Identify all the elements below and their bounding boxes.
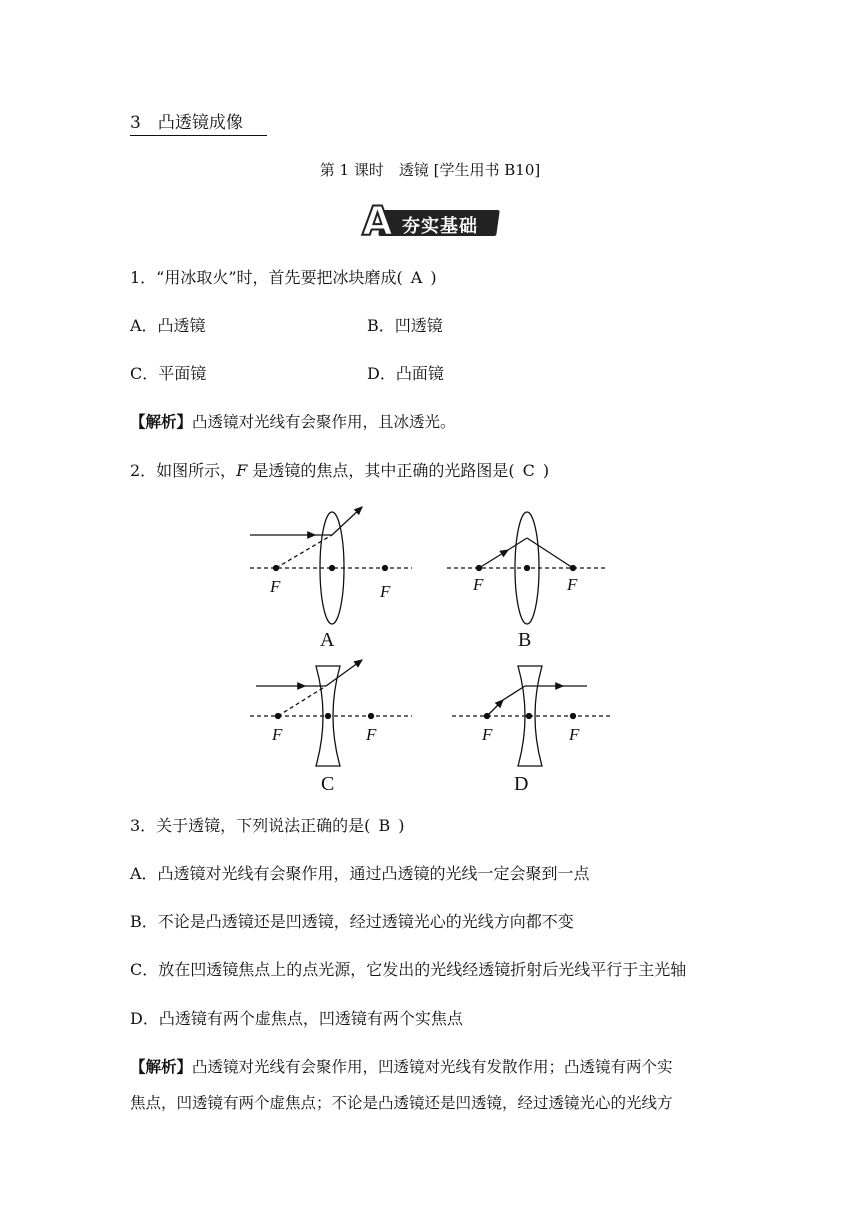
- question-1-option-c: C．平面镜: [130, 364, 207, 383]
- question-1-option-a: A．凸透镜: [130, 316, 206, 335]
- question-1-option-b: B．凹透镜: [367, 316, 443, 335]
- analysis-tag: 【解析】: [130, 412, 193, 431]
- panel-a-focus-left: F: [270, 577, 281, 596]
- question-3-answer: B: [378, 816, 391, 835]
- panel-c-focus-left: F: [272, 725, 283, 744]
- section-title: 3 凸透镜成像: [130, 113, 267, 136]
- banner-letter: A: [362, 199, 393, 245]
- panel-a-label: A: [320, 629, 335, 651]
- question-3-option-b: B．不论是凸透镜还是凹透镜，经过透镜光心的光线方向都不变: [130, 912, 574, 931]
- panel-b-label: B: [518, 629, 532, 651]
- panel-b-focus-right: F: [567, 575, 578, 594]
- panel-d-focus-left: F: [482, 725, 493, 744]
- question-3-analysis-line-1: 【解析】凸透镜对光线有会聚作用，凹透镜对光线有发散作用；凸透镜有两个实: [130, 1057, 673, 1076]
- panel-c-focus-right: F: [366, 725, 377, 744]
- analysis-tag: 【解析】: [130, 1057, 193, 1076]
- panel-c-diagram: [250, 660, 412, 766]
- question-3-option-a: A．凸透镜对光线有会聚作用，通过凸透镜的光线一定会聚到一点: [130, 864, 590, 883]
- panel-b-diagram: [447, 512, 608, 624]
- panel-d-diagram: [452, 666, 612, 766]
- banner-text: 夯实基础: [402, 216, 478, 237]
- panel-d-label: D: [514, 773, 529, 795]
- panel-a-focus-right: F: [380, 582, 391, 601]
- panel-d-focus-right: F: [569, 725, 580, 744]
- panel-a-diagram: [250, 507, 412, 624]
- question-1-option-d: D．凸面镜: [367, 364, 444, 383]
- panel-c-label: C: [321, 773, 335, 795]
- question-1-answer: A: [410, 268, 423, 287]
- question-2-answer: C: [522, 461, 535, 480]
- question-2-stem: 2．如图所示，F 是透镜的焦点，其中正确的光路图是( C ): [130, 461, 550, 480]
- question-3-option-c: C．放在凹透镜焦点上的点光源，它发出的光线经透镜折射后光线平行于主光轴: [130, 960, 687, 979]
- question-1-analysis: 【解析】凸透镜对光线有会聚作用，且冰透光。: [130, 412, 456, 431]
- question-3-option-d: D．凸透镜有两个虚焦点，凹透镜有两个实焦点: [130, 1009, 463, 1028]
- panel-b-focus-left: F: [473, 575, 484, 594]
- lesson-title: 第 1 课时 透镜 [学生用书 B10]: [319, 161, 541, 179]
- question-3-stem: 3．关于透镜，下列说法正确的是( B ): [130, 816, 405, 835]
- question-1-stem: 1．“用冰取火”时，首先要把冰块磨成( A ): [130, 268, 437, 287]
- question-3-analysis-line-2: 焦点，凹透镜有两个虚焦点；不论是凸透镜还是凹透镜，经过透镜光心的光线方: [130, 1094, 673, 1112]
